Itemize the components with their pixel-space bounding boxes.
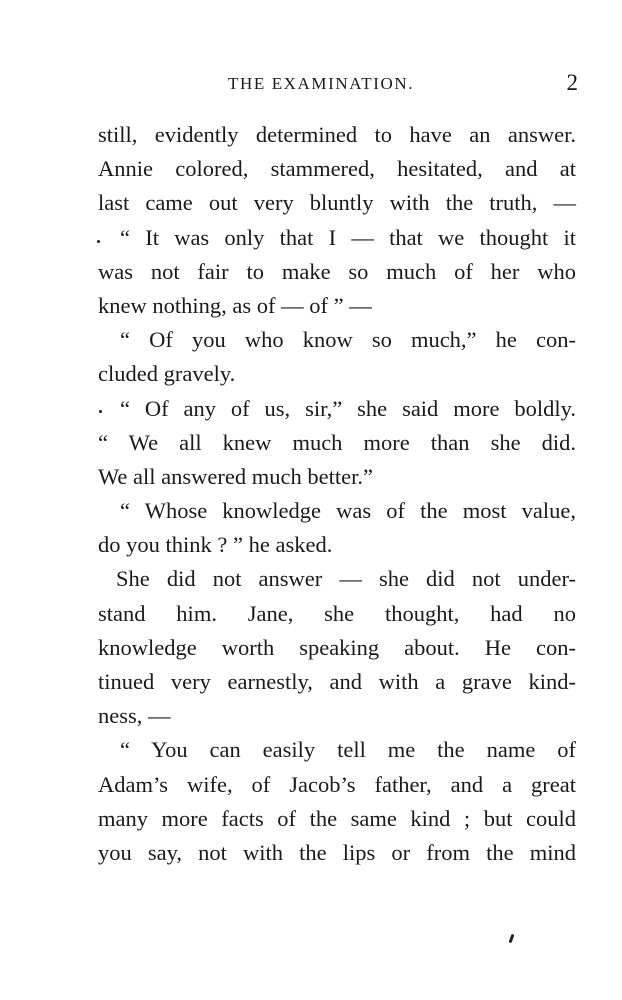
ink-speck — [509, 934, 515, 943]
text-line: “ We all knew much more than she did. — [98, 429, 576, 455]
running-head: THE EXAMINATION. — [228, 74, 415, 93]
text-line: We all answered much better.” — [98, 463, 373, 489]
ink-speck — [97, 240, 100, 243]
text-line: “ You can easily tell me the name of — [120, 737, 576, 763]
text-line: still, evidently determined to have an answer. — [98, 122, 576, 147]
body-text — [98, 118, 576, 870]
text-line: ness, — — [98, 703, 171, 729]
text-line: knew nothing, as of — of ” — — [98, 292, 372, 318]
text-line: Annie colored, stammered, hesitated, and at — [98, 156, 576, 182]
text-line: stand him. Jane, she thought, had no — [98, 600, 576, 626]
text-line: last came out very bluntly with the truth, — — [98, 190, 576, 216]
page-number: 2 — [566, 70, 578, 95]
text-line: She did not answer — she did not under- — [116, 566, 576, 592]
text-line: tinued very earnestly, and with a grave kind- — [98, 669, 576, 694]
text-line: you say, not with the lips or from the mind — [98, 839, 576, 865]
text-line: “ Whose knowledge was of the most value, — [120, 498, 576, 524]
text-line: was not fair to make so much of her who — [98, 258, 576, 284]
ink-speck — [99, 410, 102, 413]
page-header — [98, 70, 578, 104]
text-line: knowledge worth speaking about. He con- — [98, 634, 576, 660]
text-line: cluded gravely. — [98, 361, 236, 387]
text-line: do you think ? ” he asked. — [98, 532, 333, 558]
text-line: Adam’s wife, of Jacob’s father, and a great — [98, 771, 576, 797]
text-line: “ Of you who know so much,” he con- — [120, 327, 576, 353]
text-line: “ It was only that I — that we thought it — [120, 224, 576, 250]
text-line: many more facts of the same kind ; but could — [98, 805, 576, 831]
text-line: “ Of any of us, sir,” she said more boldly. — [120, 395, 576, 421]
